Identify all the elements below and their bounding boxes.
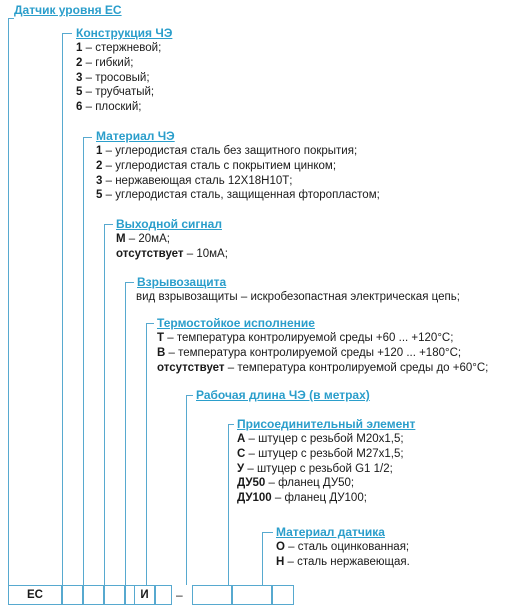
list-item: 2 – углеродистая сталь с покрытием цинком; xyxy=(96,159,337,172)
separator-dash: – xyxy=(176,588,183,602)
section-description: вид взрывозащиты – искробезопастная электрическая цепь; xyxy=(136,291,460,303)
connector-title xyxy=(9,19,15,586)
list-item: отсутствует – температура контролируемой среды до +60°С; xyxy=(157,361,489,374)
list-item: Т – температура контролируемой среды +60 ... +120°С; xyxy=(157,332,454,344)
connector-length xyxy=(187,396,194,586)
section-title: Рабочая длина ЧЭ (в метрах) xyxy=(196,388,370,402)
list-item: 1 – стержневой; xyxy=(76,42,162,54)
list-item: 5 – трубчатый; xyxy=(76,86,155,99)
list-item: 5 – углеродистая сталь, защищенная фторопластом; xyxy=(96,189,380,202)
list-item: Н – сталь нержавеющая. xyxy=(276,555,410,568)
section-construction xyxy=(76,26,172,115)
section-title: Присоединительный элемент xyxy=(237,417,416,431)
code-box-material xyxy=(83,585,104,605)
section-title: Выходной сигнал xyxy=(116,217,222,231)
code-box-construction xyxy=(62,585,83,605)
list-item: 3 – тросовый; xyxy=(76,71,150,84)
connector-thermal xyxy=(147,324,155,586)
list-item: О – сталь оцинкованная; xyxy=(276,541,410,553)
section-title: Конструкция ЧЭ xyxy=(76,26,173,40)
list-item: В – температура контролируемой среды +120 ... +180°С; xyxy=(157,346,462,359)
code-box-body-material xyxy=(272,585,294,605)
list-item: 2 – гибкий; xyxy=(76,56,134,69)
code-box-explosion: И xyxy=(134,585,155,605)
section-title: Материал датчика xyxy=(276,525,385,539)
list-item: 1 – углеродистая сталь без защитного покрытия; xyxy=(96,145,358,157)
list-item: У – штуцер с резьбой G1 1/2; xyxy=(237,462,393,475)
connector-connection xyxy=(229,425,235,586)
code-box-connection xyxy=(232,585,272,605)
list-item: 6 – плоский; xyxy=(76,101,142,114)
code-box-thermal xyxy=(155,585,172,605)
list-item: М – 20мА; xyxy=(116,233,170,245)
list-item: ДУ50 – фланец ДУ50; xyxy=(237,477,355,490)
section-output-signal xyxy=(116,217,228,262)
section-title: Материал ЧЭ xyxy=(96,129,175,143)
page-title: Датчик уровня ЕС xyxy=(14,3,122,17)
code-box-length xyxy=(192,585,232,605)
code-box-output xyxy=(104,585,125,605)
list-item: С – штуцер с резьбой М27х1,5; xyxy=(237,447,404,460)
section-connection xyxy=(237,417,415,506)
section-thermal xyxy=(157,316,488,375)
section-explosion-protection xyxy=(137,275,460,305)
list-item: ДУ100 – фланец ДУ100; xyxy=(237,492,367,505)
code-box-series: ЕС xyxy=(8,585,62,605)
connector-material xyxy=(84,138,93,586)
connector-construction xyxy=(63,34,73,586)
section-title: Термостойкое исполнение xyxy=(157,316,315,330)
list-item: 3 – нержавеющая сталь 12Х18Н10Т; xyxy=(96,174,293,187)
section-working-length xyxy=(196,388,370,403)
list-item: отсутствует – 10мА; xyxy=(116,247,228,260)
section-title: Взрывозащита xyxy=(137,275,227,289)
section-material xyxy=(96,129,380,203)
connector-explosion xyxy=(126,283,135,586)
connector-body-material xyxy=(263,533,274,586)
connector-output xyxy=(105,225,114,586)
section-body-material xyxy=(276,525,410,570)
list-item: А – штуцер с резьбой М20х1,5; xyxy=(237,433,404,445)
